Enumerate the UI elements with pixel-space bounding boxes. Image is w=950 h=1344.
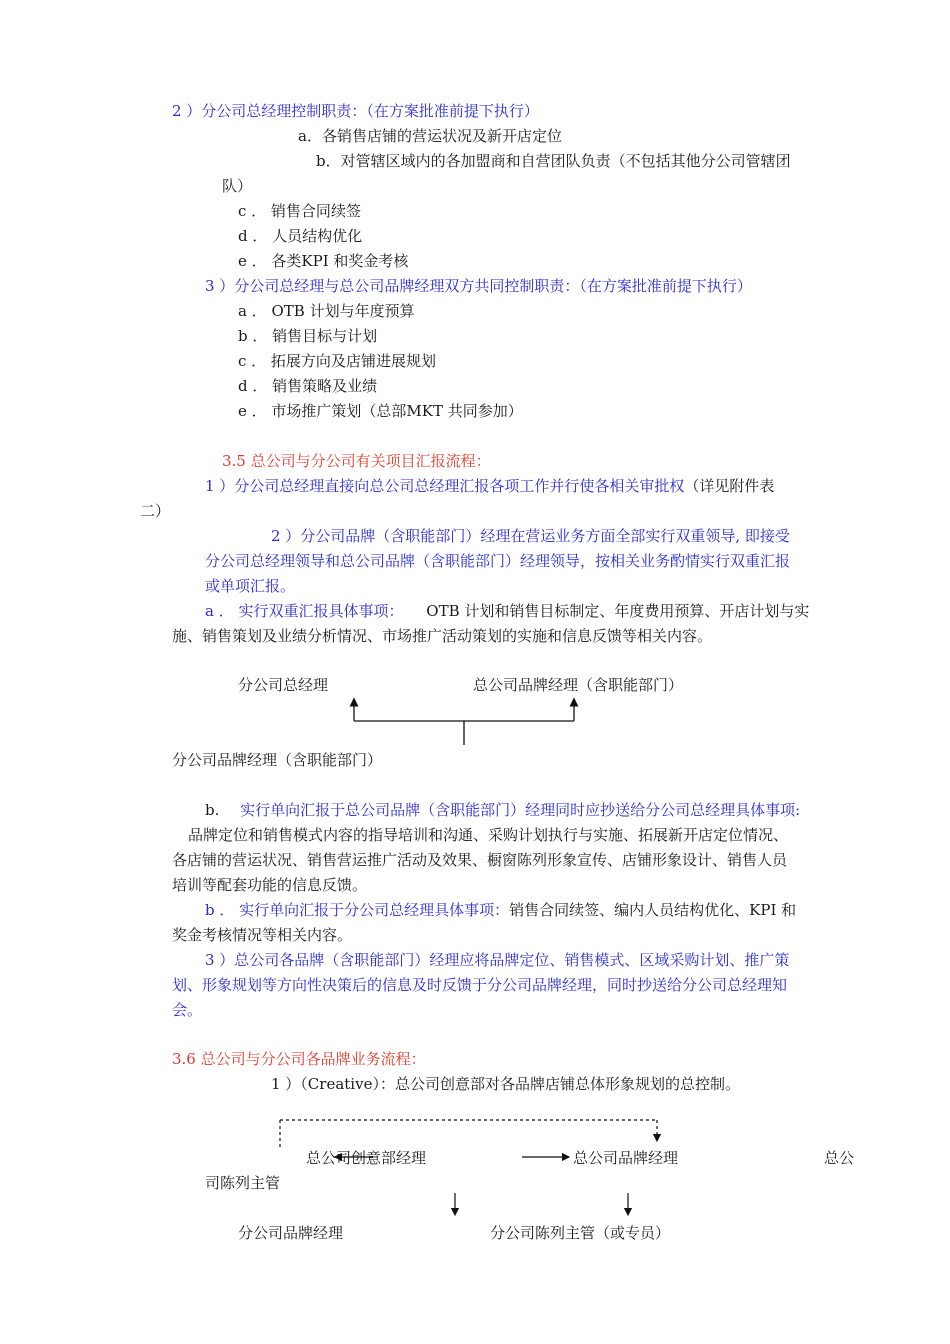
s35-b2-line1 [205,900,796,920]
section2-item-a: a．各销售店铺的营运状况及新开店定位 [298,127,562,145]
s35-p3-line1: 3 ）总公司各品牌（含职能部门）经理应将品牌定位、销售模式、区域采购计划、推广策 [205,951,790,969]
section2-item-c: c ． 销售合同续签 [238,202,361,220]
s35-b1-heading: 实行单向汇报于总公司品牌（含职能部门）经理同时应抄送给分公司总经理具体事项: [240,801,801,819]
diagram1-hq-brand-mgr: 总公司品牌经理（含职能部门） [473,676,684,694]
section2-item-e: e ． 各类KPI 和奖金考核 [238,252,409,270]
diagram1-connector [354,702,574,745]
s35-p3-line3: 会。 [172,1001,203,1019]
s35-a-label: a ． 实行双重汇报具体事项： [205,602,404,620]
s35-a-line2: 施、销售策划及业绩分析情况、市场推广活动策划的实施和信息反馈等相关内容。 [172,627,713,645]
diagram2-branch-brand-mgr: 分公司品牌经理 [238,1224,344,1242]
section3-item-a: a ． OTB 计划与年度预算 [238,302,415,320]
s35-p2-line3: 或单项汇报。 [205,577,296,595]
section3-item-c: c ． 拓展方向及店铺进展规划 [238,352,436,370]
s35-b1-label: b. [205,801,220,819]
section3-item-e: e ． 市场推广策划（总部MKT 共同参加） [238,402,523,420]
s35-b2-label: b ． 实行单向汇报于分公司总经理具体事项： [205,901,510,919]
s35-b1-text2: 各店铺的营运状况、销售营运推广活动及效果、橱窗陈列形象宣传、店铺形象设计、销售人员 [172,851,788,869]
diagram1-branch-gm: 分公司总经理 [238,676,329,694]
s35-p3-line2: 划、形象规划等方向性决策后的信息及时反馈于分公司品牌经理，同时抄送给分公司总经理知 [172,976,788,994]
s35-p1-line2: 二） [140,502,171,520]
s35-b2-text2: 奖金考核情况等相关内容。 [172,926,353,944]
section3-item-d: d ． 销售策略及业绩 [238,377,378,395]
s35-p1-blue: 1 ）分公司总经理直接向总公司总经理汇报各项工作并行使各相关审批权 [205,477,685,495]
diagram2-display-part1: 总公 [824,1149,855,1167]
s35-a-text1: OTB 计划和销售目标制定、年度费用预算、开店计划与实 [426,602,810,620]
section2-item-b-line1: b．对管辖区域内的各加盟商和自营团队负责（不包括其他分公司管辖团 [316,152,791,170]
s35-p2-blue: 2 ）分公司品牌（含职能部门）经理在营运业务方面全部实行双重领导, [271,527,741,545]
s35-p1-dark: （详见附件表 [684,477,775,495]
s35-b1-text1: 品牌定位和销售模式内容的指导培训和沟通、采购计划执行与实施、拓展新开店定位情况、 [188,826,789,844]
diagram1-branch-brand-mgr: 分公司品牌经理（含职能部门） [172,751,383,769]
diagram2-creative-mgr: 总公司创意部经理 [306,1149,427,1167]
section-3-6-title: 3.6 总公司与分公司各品牌业务流程： [172,1050,426,1068]
section2-heading: 2 ）分公司总经理控制职责：（在方案批准前提下执行） [172,102,539,120]
s35-b2-text1: 销售合同续签、编内人员结构优化、KPI 和 [509,901,797,919]
diagram2-brand-mgr: 总公司品牌经理 [573,1149,679,1167]
s35-p2-dark: 即接受 [744,527,790,545]
section3-item-b: b ． 销售目标与计划 [238,327,378,345]
section3-heading: 3 ）分公司总经理与总公司品牌经理双方共同控制职责：（在方案批准前提下执行） [205,277,752,295]
diagram2-display-part2: 司陈列主管 [205,1174,281,1192]
s35-b1-line1 [205,800,800,820]
section-3-5-title: 3.5 总公司与分公司有关项目汇报流程： [222,452,491,470]
section2-item-b-line2: 队） [222,177,253,195]
diagram2-branch-display: 分公司陈列主管（或专员） [490,1224,671,1242]
s35-p2-line2: 分公司总经理领导和总公司品牌（含职能部门）经理领导，按相关业务酌情实行双重汇报 [205,552,791,570]
s35-b1-text3: 培训等配套功能的信息反馈。 [172,876,368,894]
s36-p1: 1 ）（Creative）：总公司创意部对各品牌店铺总体形象规划的总控制。 [271,1075,740,1093]
section2-item-d: d ． 人员结构优化 [238,227,363,245]
